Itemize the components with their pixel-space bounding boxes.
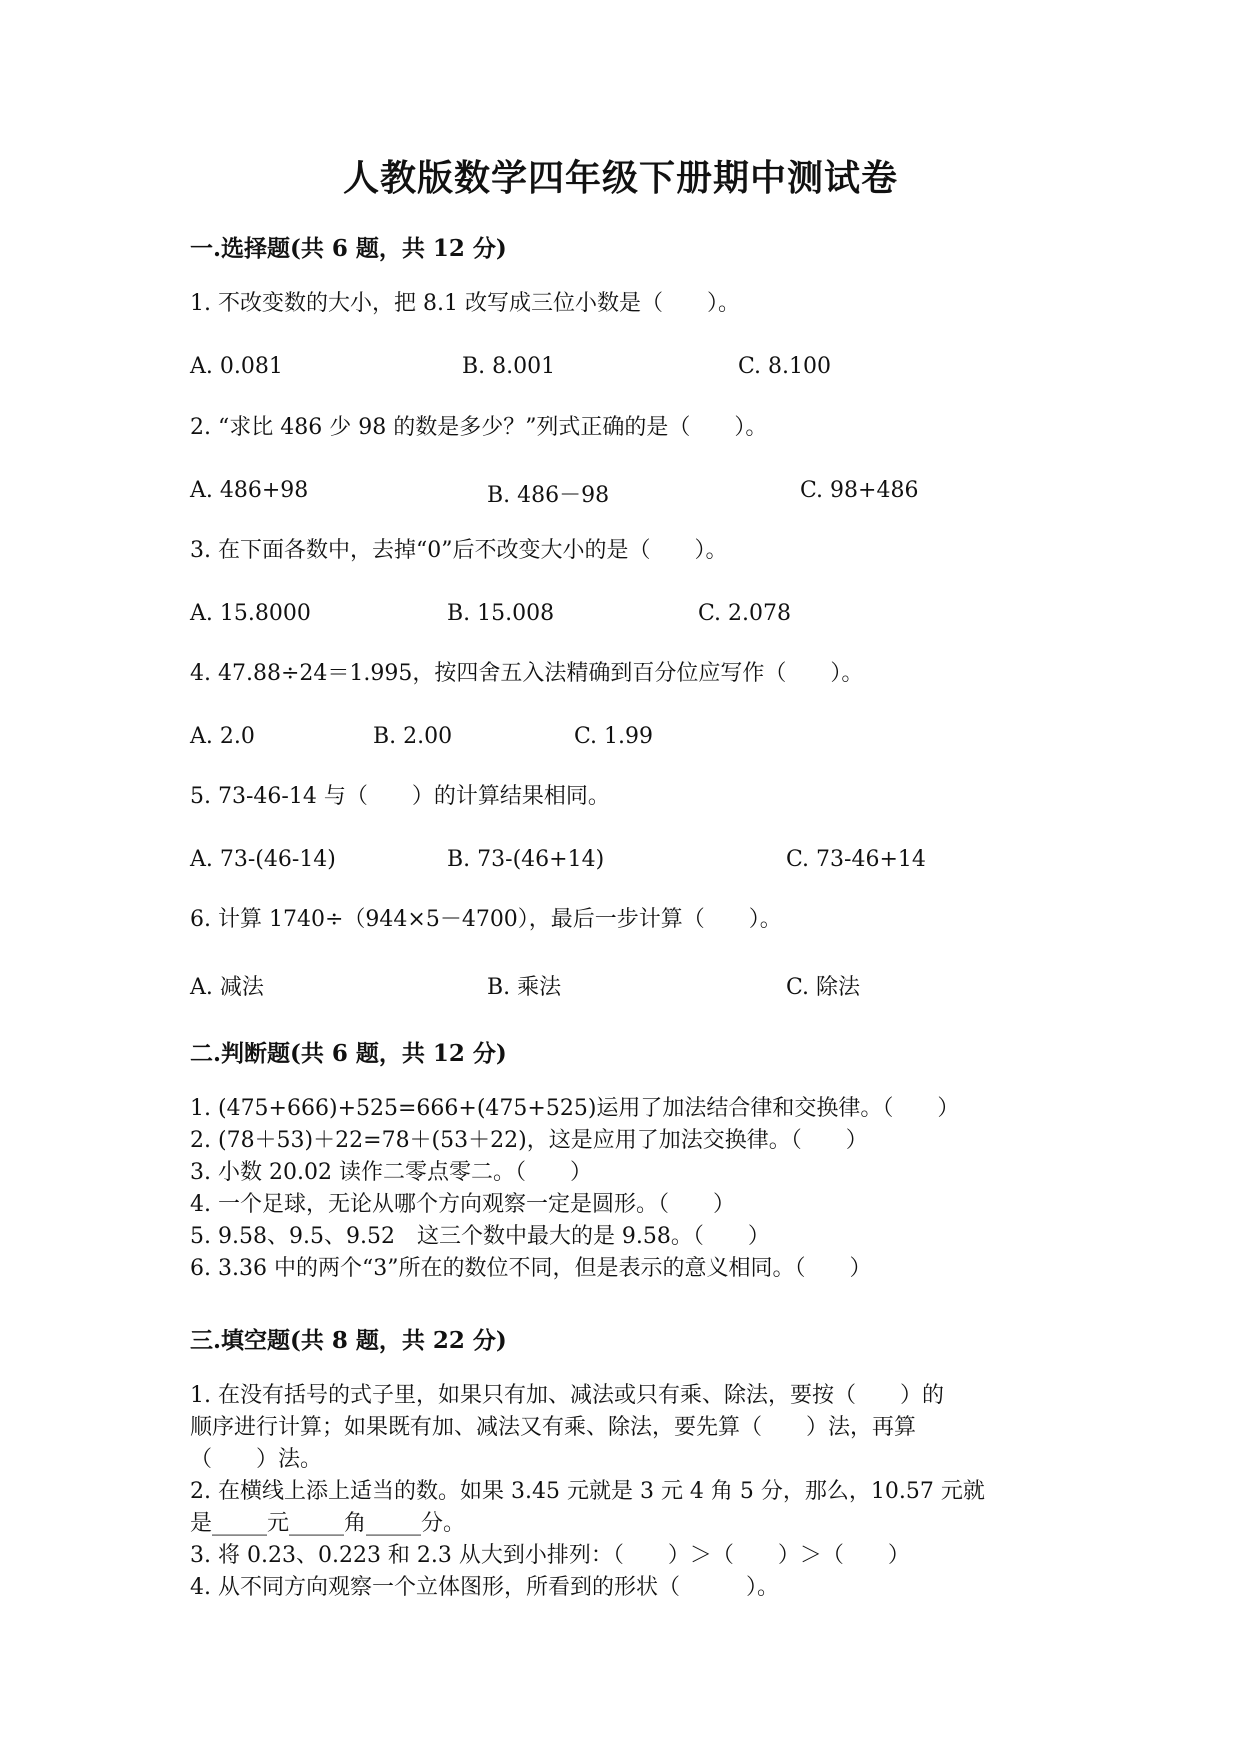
option-c: C. 除法 [786, 975, 861, 1000]
fill-blank-line: 是_____元_____角_____分。 [190, 1511, 466, 1536]
question-text: 5. 73-46-14 与（ ）的计算结果相同。 [190, 784, 610, 809]
option-a: A. 486+98 [190, 478, 309, 503]
judgment-item: 6. 3.36 中的两个“3”所在的数位不同，但是表示的意义相同。（ ） [190, 1256, 872, 1281]
judgment-item: 1. (475+666)+525=666+(475+525)运用了加法结合律和交换律。（ ） [190, 1096, 960, 1121]
option-a: A. 减法 [190, 975, 264, 1000]
option-b: B. 73-(46+14) [447, 847, 605, 872]
section-heading-fill-blank: 三.填空题(共 8 题，共 22 分) [190, 1327, 507, 1354]
judgment-item: 3. 小数 20.02 读作二零点零二。（ ） [190, 1160, 592, 1185]
page-title: 人教版数学四年级下册期中测试卷 [342, 157, 898, 199]
option-c: C. 1.99 [574, 724, 654, 749]
option-a: A. 73-(46-14) [190, 847, 336, 872]
option-b: B. 2.00 [373, 724, 453, 749]
question-text: 3. 在下面各数中，去掉“0”后不改变大小的是（ ）。 [190, 538, 728, 563]
question-text: 4. 47.88÷24＝1.995，按四舍五入法精确到百分位应写作（ ）。 [190, 661, 864, 686]
option-b: B. 15.008 [447, 601, 555, 626]
judgment-item: 2. (78＋53)＋22=78＋(53＋22)，这是应用了加法交换律。（ ） [190, 1128, 868, 1153]
judgment-item: 4. 一个足球，无论从哪个方向观察一定是圆形。（ ） [190, 1192, 735, 1217]
option-b: B. 486－98 [487, 483, 610, 508]
section-heading-choice: 一.选择题(共 6 题，共 12 分) [190, 235, 507, 262]
question-text: 1. 不改变数的大小，把 8.1 改写成三位小数是（ ）。 [190, 291, 740, 316]
judgment-item: 5. 9.58、9.5、9.52 这三个数中最大的是 9.58。（ ） [190, 1224, 770, 1249]
option-c: C. 73-46+14 [786, 847, 926, 872]
fill-blank-line: 2. 在横线上添上适当的数。如果 3.45 元就是 3 元 4 角 5 分，那么，10.57 元就 [190, 1479, 985, 1504]
section-heading-judgment: 二.判断题(共 6 题，共 12 分) [190, 1040, 507, 1067]
option-b: B. 8.001 [462, 354, 556, 379]
option-a: A. 15.8000 [190, 601, 311, 626]
fill-blank-line: 顺序进行计算；如果既有加、减法又有乘、除法，要先算（ ）法，再算 [190, 1415, 917, 1440]
option-c: C. 98+486 [800, 478, 919, 503]
question-text: 2. “求比 486 少 98 的数是多少？”列式正确的是（ ）。 [190, 415, 768, 440]
fill-blank-line: 3. 将 0.23、0.223 和 2.3 从大到小排列：（ ）＞（ ）＞（ ） [190, 1543, 910, 1568]
option-a: A. 0.081 [190, 354, 283, 379]
question-text: 6. 计算 1740÷（944×5－4700），最后一步计算（ ）。 [190, 907, 782, 932]
option-b: B. 乘法 [487, 975, 562, 1000]
option-c: C. 8.100 [738, 354, 832, 379]
option-c: C. 2.078 [698, 601, 792, 626]
fill-blank-line: 1. 在没有括号的式子里，如果只有加、减法或只有乘、除法，要按（ ）的 [190, 1383, 944, 1408]
fill-blank-line: （ ）法。 [190, 1447, 323, 1472]
option-a: A. 2.0 [190, 724, 255, 749]
fill-blank-line: 4. 从不同方向观察一个立体图形，所看到的形状（ ）。 [190, 1575, 779, 1600]
